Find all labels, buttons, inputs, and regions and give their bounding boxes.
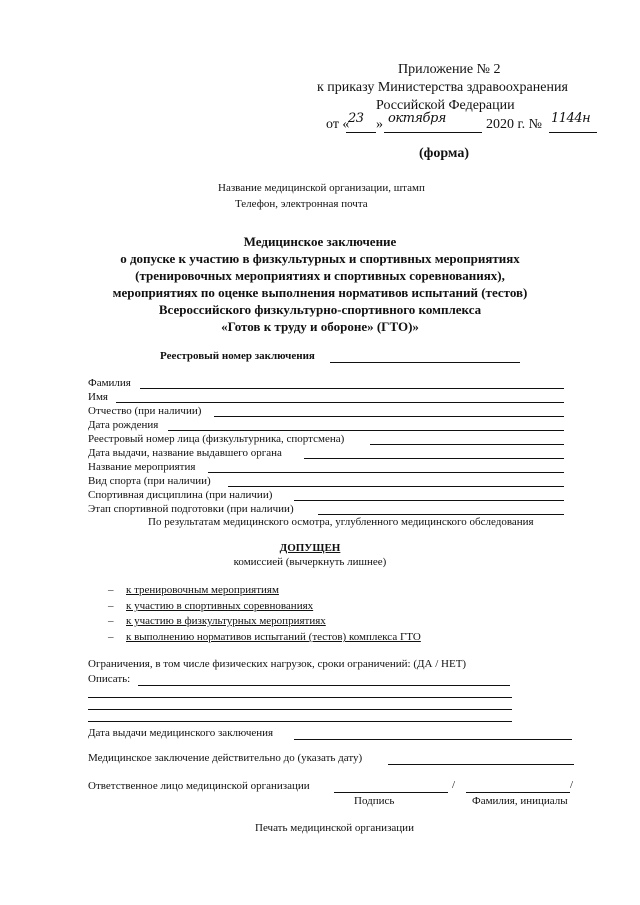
describe-field-line[interactable] [138, 685, 510, 686]
option-gto-standards[interactable]: к выполнению нормативов испытаний (тестов) комплекса ГТО [126, 631, 421, 643]
title-line-6: «Готов к труду и обороне» (ГТО)» [221, 319, 419, 334]
issue-date-field[interactable] [294, 739, 572, 740]
registry-number-label: Реестровый номер заключения [160, 350, 315, 362]
signature-caption: Подпись [354, 795, 395, 807]
describe-field-line[interactable] [88, 721, 512, 722]
org-contacts-line: Телефон, электронная почта [235, 198, 368, 210]
describe-field-line[interactable] [88, 709, 512, 710]
valid-until-label: Медицинское заключение действительно до (указать дату) [88, 752, 363, 764]
date-day-handwritten: 23 [348, 111, 364, 126]
option-dash: – [108, 600, 114, 612]
order-number-field [549, 111, 597, 133]
responsible-label: Ответственное лицо медицинской организации [88, 780, 310, 792]
date-month-handwritten: октября [388, 111, 446, 126]
order-reference: к приказу Министерства здравоохранения [317, 80, 568, 95]
field-event-name[interactable]: Название мероприятия [88, 461, 564, 474]
slash-separator: / [452, 779, 456, 791]
field-issue-authority[interactable]: Дата выдачи, название выдавшего органа [88, 447, 564, 460]
field-surname[interactable]: Фамилия [88, 377, 564, 390]
appendix-number: Приложение № 2 [398, 62, 501, 77]
signature-field[interactable] [334, 792, 448, 793]
name-initials-caption: Фамилия, инициалы [472, 795, 568, 807]
order-date-line [326, 111, 626, 137]
option-fitness-events[interactable]: к участию в физкультурных мероприятиях [126, 615, 326, 627]
admitted-heading: ДОПУЩЕН [279, 542, 341, 554]
title-line-4: мероприятиях по оценке выполнения нормативов испытаний (тестов) [112, 285, 528, 300]
date-year: 2020 г. № [486, 117, 543, 132]
option-training[interactable]: к тренировочным мероприятиям [126, 584, 279, 596]
field-person-registry-number[interactable]: Реестровый номер лица (физкультурника, спортсмена) [88, 433, 564, 446]
slash-separator: / [570, 779, 574, 791]
field-name[interactable]: Имя [88, 391, 564, 404]
describe-label: Описать: [88, 673, 131, 685]
exam-result-text: По результатам медицинского осмотра, углубленного медицинского обследования [148, 516, 534, 528]
date-mid: » [376, 117, 383, 132]
field-patronymic[interactable]: Отчество (при наличии) [88, 405, 564, 418]
title-line-3: (тренировочных мероприятиях и спортивных соревнованиях), [135, 268, 505, 283]
seal-label: Печать медицинской организации [255, 822, 414, 834]
option-dash: – [108, 631, 114, 643]
date-prefix: от « [326, 117, 350, 132]
form-label: (форма) [419, 146, 470, 161]
field-discipline[interactable]: Спортивная дисциплина (при наличии) [88, 489, 564, 502]
option-competitions[interactable]: к участию в спортивных соревнованиях [126, 600, 314, 612]
name-initials-field[interactable] [466, 792, 570, 793]
registry-number-field[interactable] [330, 362, 520, 363]
date-month-field [384, 111, 482, 133]
date-day-field [346, 111, 376, 133]
title-line-2: о допуске к участию в физкультурных и спортивных мероприятиях [120, 251, 520, 266]
restrictions-label: Ограничения, в том числе физических нагрузок, сроки ограничений: (ДА / НЕТ) [88, 658, 467, 670]
title-line-1: Медицинское заключение [243, 234, 397, 249]
ministry-country: Российской Федерации [376, 98, 515, 113]
field-training-stage[interactable]: Этап спортивной подготовки (при наличии) [88, 503, 564, 516]
describe-field-line[interactable] [88, 697, 512, 698]
title-line-5: Всероссийского физкультурно-спортивного комплекса [158, 302, 482, 317]
field-birth-date[interactable]: Дата рождения [88, 419, 564, 432]
order-number-handwritten: 1144н [551, 111, 591, 126]
commission-note: комиссией (вычеркнуть лишнее) [233, 556, 387, 568]
field-sport[interactable]: Вид спорта (при наличии) [88, 475, 564, 488]
valid-until-field[interactable] [388, 764, 574, 765]
option-dash: – [108, 584, 114, 596]
issue-date-label: Дата выдачи медицинского заключения [88, 727, 274, 739]
org-name-line: Название медицинской организации, штамп [218, 182, 425, 194]
option-dash: – [108, 615, 114, 627]
